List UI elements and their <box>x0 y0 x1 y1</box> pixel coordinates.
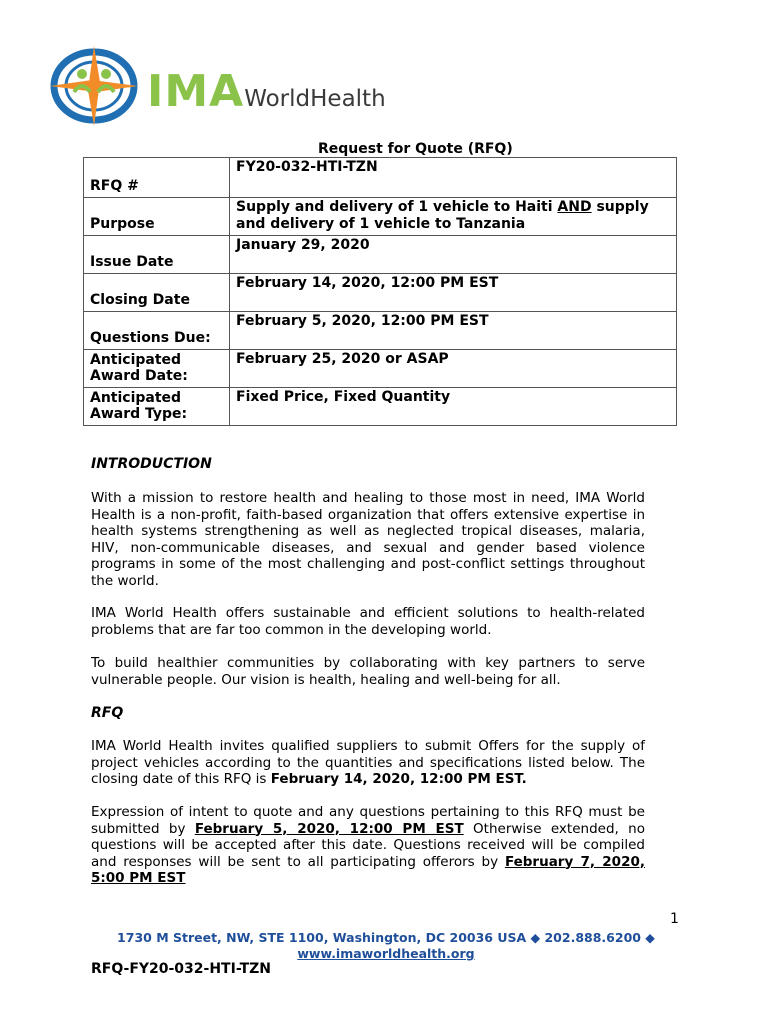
globe-compass-icon <box>44 44 144 128</box>
logo-wordmark <box>147 66 386 117</box>
award-type-label: Anticipated Award Type: <box>84 388 230 426</box>
closing-date-value: February 14, 2020, 12:00 PM EST <box>230 274 677 312</box>
rfq-closing-date: February 14, 2020, 12:00 PM EST. <box>270 771 527 787</box>
table-row <box>84 274 677 312</box>
footer <box>90 930 682 962</box>
purpose-value <box>230 198 677 236</box>
rfq-heading: RFQ <box>91 705 124 721</box>
issue-date-label: Issue Date <box>84 236 230 274</box>
rfq-number-value: FY20-032-HTI-TZN <box>230 158 677 198</box>
table-row <box>84 158 677 198</box>
closing-date-label: Closing Date <box>84 274 230 312</box>
rfq-paragraph-1 <box>91 738 645 788</box>
rfq-response-date: February 7, 2020, 5:00 PM EST <box>91 853 645 886</box>
website-link[interactable]: www.imaworldhealth.org <box>297 946 475 961</box>
award-type-value: Fixed Price, Fixed Quantity <box>230 388 677 426</box>
award-date-label: Anticipated Award Date: <box>84 350 230 388</box>
rfq-number-label: RFQ # <box>84 158 230 198</box>
table-row <box>84 312 677 350</box>
document-id: RFQ-FY20-032-HTI-TZN <box>91 961 271 977</box>
purpose-label: Purpose <box>84 198 230 236</box>
logo-text-sub: WorldHealth <box>244 86 386 112</box>
intro-paragraph-3: To build healthier communities by collaborating with key partners to serve vulnerable people. Our vision is health, healing and well-being for all. <box>91 655 645 688</box>
rfq-paragraph-2 <box>91 804 645 887</box>
table-row <box>84 236 677 274</box>
footer-address: 1730 M Street, NW, STE 1100, Washington, DC 20036 USA ◆ 202.888.6200 ◆ <box>117 930 655 945</box>
questions-due-value: February 5, 2020, 12:00 PM EST <box>230 312 677 350</box>
table-row <box>84 350 677 388</box>
purpose-text-b: supply and delivery of 1 vehicle to Tanzania <box>236 199 649 232</box>
rfq-p1-text: IMA World Health invites qualified suppliers to submit Offers for the supply of project vehicles according to the quantities and specifications listed below. The closing date of this RFQ is <box>91 738 645 787</box>
table-row <box>84 198 677 236</box>
award-date-value: February 25, 2020 or ASAP <box>230 350 677 388</box>
rfq-summary-table <box>83 157 677 426</box>
page-number: 1 <box>670 911 679 927</box>
questions-due-label: Questions Due: <box>84 312 230 350</box>
logo-text-main: IMA <box>147 66 245 117</box>
introduction-heading: INTRODUCTION <box>91 456 212 472</box>
intro-paragraph-2: IMA World Health offers sustainable and efficient solutions to health-related problems that are far too common in the developing world. <box>91 605 645 638</box>
rfq-p2-text-b: Otherwise extended, no questions will be accepted after this date. Questions received will be compiled and responses will be sent to all participating offerors by <box>91 820 645 870</box>
logo <box>44 44 434 128</box>
intro-paragraph-1: With a mission to restore health and healing to those most in need, IMA World Health is a non-profit, faith-based organization that offers extensive expertise in health systems strengthening as well as neglected tropical diseases, malaria, HIV, non-communicable diseases, and sexual and gender based violence programs in some of the most challenging and post-conflict settings throughout the world. <box>91 490 645 589</box>
rfq-p2-text-a: Expression of intent to quote and any questions pertaining to this RFQ must be submitted by <box>91 804 645 837</box>
rfq-questions-date: February 5, 2020, 12:00 PM EST <box>194 820 464 837</box>
table-row <box>84 388 677 426</box>
issue-date-value: January 29, 2020 <box>230 236 677 274</box>
document-title: Request for Quote (RFQ) <box>318 141 513 157</box>
purpose-and: AND <box>557 199 592 215</box>
purpose-text-a: Supply and delivery of 1 vehicle to Haiti <box>236 199 558 215</box>
